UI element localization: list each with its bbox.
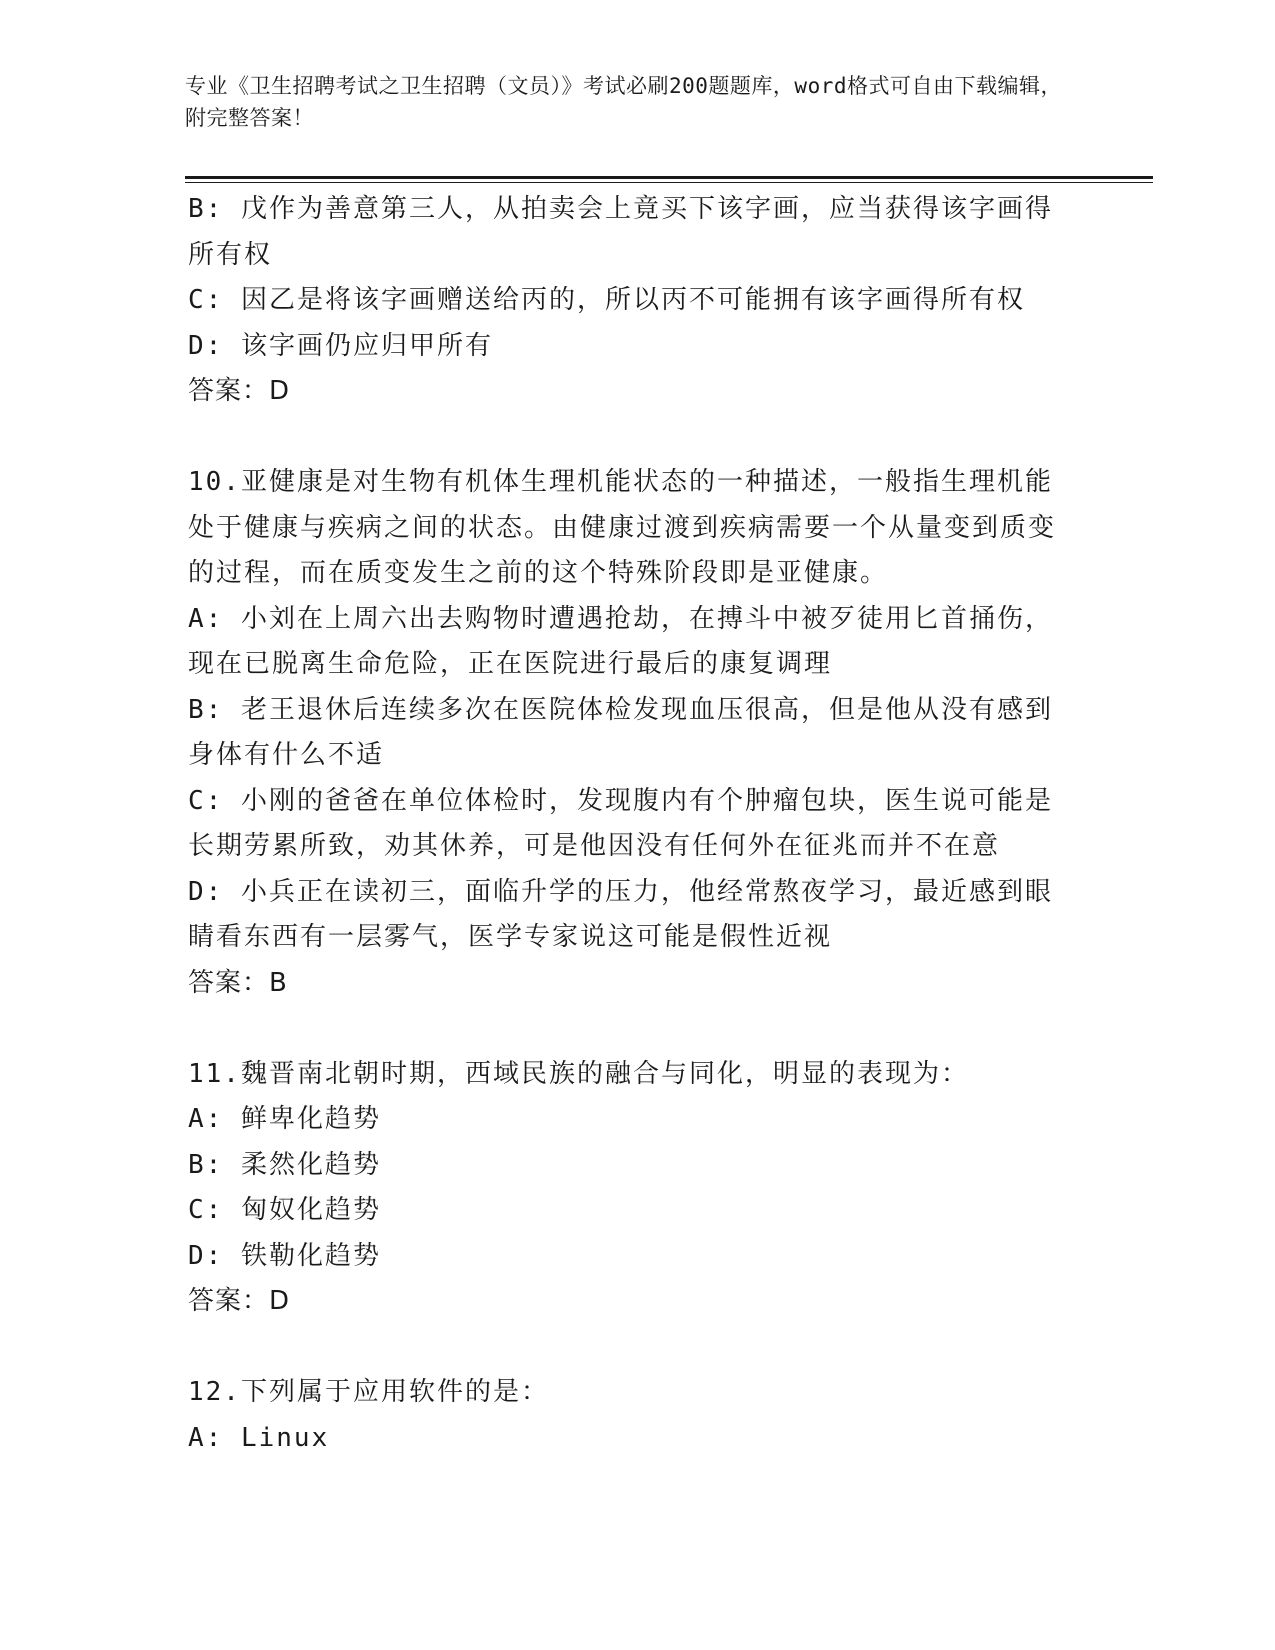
option-a: A: 鲜卑化趋势 (188, 1104, 381, 1134)
question-stem: 10.亚健康是对生物有机体生理机能状态的一种描述，一般指生理机能处于健康与疾病之间的状态。由健康过渡到疾病需要一个从量变到质变的过程，而在质变发生之前的这个特殊阶段即是亚健康。 (188, 467, 1057, 588)
option-b: B: 柔然化趋势 (188, 1149, 381, 1180)
document-title: 专业《卫生招聘考试之卫生招聘（文员）》考试必刷200题题库，word格式可自由下载编辑，附完整答案！ (185, 74, 1062, 130)
option-a: A: 小刘在上周六出去购物时遭遇抢劫，在搏斗中被歹徒用匕首捅伤，现在已脱离生命危险，正在医院进行最后的康复调理 (188, 603, 1053, 679)
spacer (188, 415, 1078, 461)
option-d: D: 该字画仍应归甲所有 (188, 330, 493, 361)
header-rule-thin (185, 182, 1153, 183)
answer: 答案：D (188, 1286, 291, 1316)
question-10 (188, 460, 1078, 1006)
page-header (185, 70, 1065, 134)
header-rule-thick (185, 176, 1153, 179)
question-content (188, 187, 1078, 1461)
option-a: A: Linux (188, 1422, 330, 1453)
option-d: D: 小兵正在读初三，面临升学的压力，他经常熬夜学习，最近感到眼睛看东西有一层雾气，医学专家说这可能是假性近视 (188, 876, 1053, 952)
question-9-tail (188, 187, 1078, 415)
question-11 (188, 1052, 1078, 1325)
option-b: B: 戊作为善意第三人，从拍卖会上竟买下该字画，应当获得该字画得所有权 (188, 194, 1053, 270)
answer: 答案：D (188, 376, 291, 406)
option-c: C: 因乙是将该字画赠送给丙的，所以丙不可能拥有该字画得所有权 (188, 285, 1025, 315)
option-c: C: 小刚的爸爸在单位体检时，发现腹内有个肿瘤包块，医生说可能是长期劳累所致，劝其休养，可是他因没有任何外在征兆而并不在意 (188, 785, 1053, 861)
option-b: B: 老王退休后连续多次在医院体检发现血压很高，但是他从没有感到身体有什么不适 (188, 694, 1053, 770)
option-c: C: 匈奴化趋势 (188, 1195, 381, 1225)
spacer (188, 1006, 1078, 1052)
question-stem: 11.魏晋南北朝时期，西域民族的融合与同化，明显的表现为： (188, 1058, 969, 1089)
question-12 (188, 1370, 1078, 1461)
question-stem: 12.下列属于应用软件的是： (188, 1377, 549, 1407)
spacer (188, 1325, 1078, 1371)
answer: 答案：B (188, 967, 288, 998)
option-d: D: 铁勒化趋势 (188, 1240, 381, 1271)
